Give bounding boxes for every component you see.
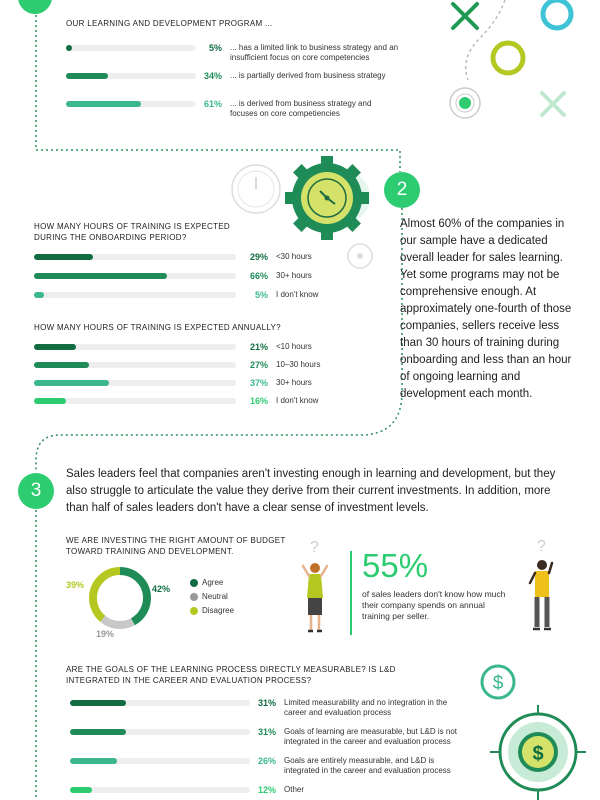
bar-label: I don't know — [276, 396, 319, 405]
bar-fill — [34, 254, 93, 260]
bar-percent: 26% — [257, 756, 276, 766]
legend-dot-disagree — [190, 607, 198, 615]
bar-fill — [34, 273, 167, 279]
question-mark-icon: ? — [537, 538, 546, 555]
bar-track — [70, 787, 250, 793]
bar-percent: 16% — [249, 396, 268, 406]
budget-donut-chart — [85, 563, 155, 633]
legend-agree: Agree — [202, 578, 224, 587]
legend-disagree: Disagree — [202, 606, 235, 615]
bar-track — [66, 101, 196, 107]
woman-figure-icon — [295, 538, 335, 638]
bar-fill — [70, 758, 117, 764]
bar-label: <30 hours — [276, 252, 312, 261]
bar-fill — [70, 729, 126, 735]
bar-percent: 61% — [203, 99, 222, 109]
bar-track — [66, 45, 196, 51]
bar-label: 10–30 hours — [276, 360, 321, 369]
bar-percent: 66% — [249, 271, 268, 281]
section-2-badge: 2 — [384, 172, 420, 208]
bar-label: Goals of learning are measurable, but L&D is not integrated in the career and evaluation process — [284, 727, 457, 746]
bar-track — [34, 254, 236, 260]
bar-fill — [34, 398, 66, 404]
bar-fill — [70, 787, 92, 793]
dollar-coin-icon — [478, 662, 518, 702]
bar-track — [70, 729, 250, 735]
section-3-badge: 3 — [18, 473, 54, 509]
bar-track — [34, 292, 236, 298]
legend-dot-agree — [190, 579, 198, 587]
bar-label: ... is partially derived from business strategy — [230, 71, 386, 80]
bar-track — [34, 273, 236, 279]
section-3-intro: Sales leaders feel that companies aren't investing enough in learning and development, but they also struggle to articulate the value they derive from their current investments. In addition, more than half of sales leaders don't have a clear sense of investment levels. — [66, 468, 556, 514]
donut-label-neutral: 19% — [96, 629, 115, 639]
bar-fill — [34, 344, 76, 350]
bar-percent: 21% — [249, 342, 268, 352]
stat-divider — [350, 551, 352, 635]
bar-fill — [34, 292, 44, 298]
bar-percent: 34% — [203, 71, 222, 81]
stat-value: 55% — [362, 547, 429, 584]
donut-label-agree: 42% — [152, 584, 171, 594]
bar-label: ... is derived from business strategy and focuses on core competiencies — [230, 99, 372, 118]
donut-label-disagree: 39% — [66, 580, 85, 590]
bar-track — [34, 380, 236, 386]
bar-percent: 5% — [208, 43, 222, 53]
bar-label: Limited measurability and no integration in the career and evaluation process — [284, 698, 448, 717]
bar-fill — [70, 700, 126, 706]
bar-label: ... has a limited link to business strategy and an insufficient focus on core competencies — [230, 43, 399, 62]
bar-fill — [66, 45, 72, 51]
bar-label: 30+ hours — [276, 271, 312, 280]
bar-percent: 5% — [254, 290, 268, 300]
bar-label: 30+ hours — [276, 378, 312, 387]
bar-percent: 37% — [249, 378, 268, 388]
legend-dot-neutral — [190, 593, 198, 601]
annual-hours-heading: HOW MANY HOURS OF TRAINING IS EXPECTED ANNUALLY? — [34, 323, 281, 332]
dollar-target-icon — [490, 705, 586, 800]
bar-percent: 12% — [257, 785, 276, 795]
bar-label: Other — [284, 785, 305, 794]
svg-text:$: $ — [492, 673, 504, 694]
legend-neutral: Neutral — [202, 592, 228, 601]
bar-fill — [34, 380, 109, 386]
bar-track — [34, 344, 236, 350]
bar-track — [66, 73, 196, 79]
onboarding-hours-heading: HOW MANY HOURS OF TRAINING IS EXPECTED DURING THE ONBOARDING PERIOD? — [34, 222, 231, 242]
bar-track — [70, 700, 250, 706]
bar-track — [34, 362, 236, 368]
bar-track — [70, 758, 250, 764]
bar-fill — [66, 101, 141, 107]
bar-track — [34, 398, 236, 404]
bar-label: Goals are entirely measurable, and L&D is integrated in the career and evaluation process — [284, 756, 451, 775]
bar-percent: 31% — [257, 727, 276, 737]
bar-label: <10 hours — [276, 342, 312, 351]
section-2-paragraph: Almost 60% of the companies in our sample have a dedicated overall leader for sales learning. Yet some programs may not be comprehensive enough. At approximately one-fourth of those companies, sellers receive less than 30 hours of training during onboarding and less than an hour of ongoing learning and development each month. — [400, 218, 572, 400]
measurability-heading: ARE THE GOALS OF THE LEARNING PROCESS DIRECTLY MEASURABLE? IS L&D INTEGRATED IN THE CAREER AND EVALUATION PROCESS? — [66, 665, 396, 685]
question-mark-icon: ? — [310, 539, 319, 556]
section-1-heading: OUR LEARNING AND DEVELOPMENT PROGRAM ... — [66, 19, 273, 28]
svg-text:$: $ — [532, 743, 544, 765]
strategy-decoration-icon — [420, 0, 600, 130]
stat-text: of sales leaders don't know how much their company spends on annual training per seller. — [362, 589, 506, 621]
budget-question-heading: WE ARE INVESTING THE RIGHT AMOUNT OF BUDGET TOWARD TRAINING AND DEVELOPMENT. — [66, 536, 286, 556]
man-figure-icon — [522, 535, 562, 635]
bar-percent: 29% — [249, 252, 268, 262]
bar-label: I don't know — [276, 290, 319, 299]
bar-fill — [66, 73, 108, 79]
bar-percent: 31% — [257, 698, 276, 708]
bar-percent: 27% — [249, 360, 268, 370]
bar-fill — [34, 362, 89, 368]
